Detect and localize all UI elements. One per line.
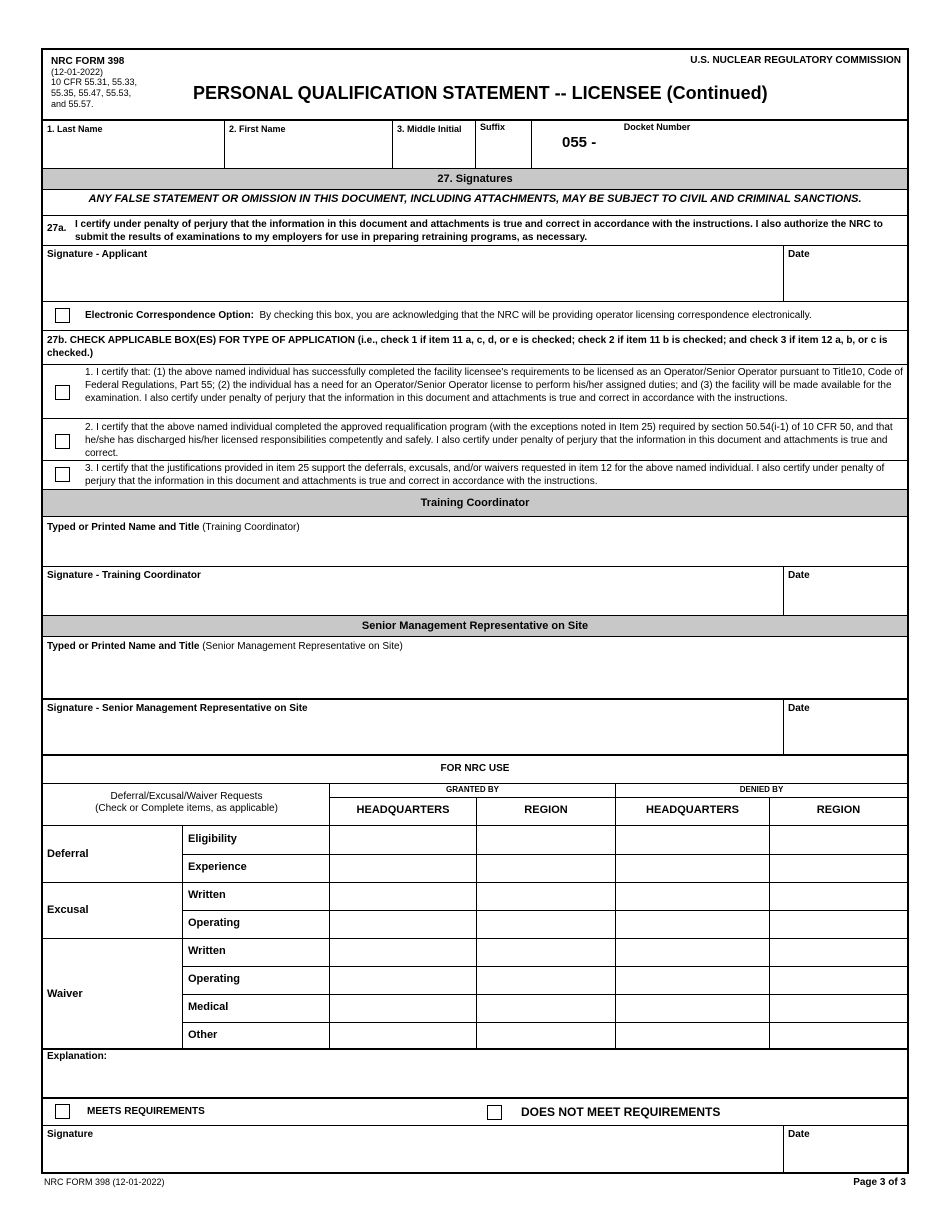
first-name-field[interactable]: [225, 121, 392, 168]
group-label-deferral: Deferral: [47, 848, 89, 860]
explanation-label: Explanation:: [47, 1051, 108, 1062]
option-1-checkbox[interactable]: [55, 385, 70, 400]
page-title: PERSONAL QUALIFICATION STATEMENT -- LICENSEE (Continued): [193, 83, 768, 103]
item-27b-instructions: 27b. CHECK APPLICABLE BOX(ES) FOR TYPE OF APPLICATION (i.e., check 1 if item 11 a, c, d, or e is checked; check 2 if item 11 b is checked; and check 3 if item 12 a, b, or c is checked.): [47, 335, 888, 359]
nrc-cell-waiver-medical-granted-hq[interactable]: [330, 994, 476, 1022]
training-date-field[interactable]: [784, 567, 907, 615]
option-1-text: 1. I certify that: (1) the above named individual has successfully completed the facility licensee's requirements to be licensed as an Operator/Senior Operator pursuant to Title10, Code of Federal Regulations, Part 55; (2) the individual has a need for an Operator/Senior Operator license to perform his/her assigned duties; and (3) the facility will be made available for the examination. I also certify under penalty of perjury that the information in this document and attachments is true and correct in accordance with the instructions.: [85, 367, 903, 404]
meets-requirements-checkbox[interactable]: [55, 1104, 70, 1119]
middle-initial-field[interactable]: [393, 121, 475, 168]
requests-title: Deferral/Excusal/Waiver Requests: [110, 791, 263, 802]
option-3-text: 3. I certify that the justifications provided in item 25 support the deferrals, excusals, and/or waivers requested in item 12 for the above named individual. I also certify under penalty of perjury that the information in this document and attachments is true and correct in accordance with the instructions.: [85, 463, 885, 487]
applicant-date-field[interactable]: [784, 246, 907, 301]
item-label-excusal-operating: Operating: [188, 917, 240, 929]
nrc-cell-waiver-other-granted-region[interactable]: [477, 1022, 615, 1050]
docket-prefix: 055 -: [562, 134, 597, 151]
nrc-cell-deferral-experience-granted-hq[interactable]: [330, 854, 476, 882]
denied-region-header: REGION: [816, 804, 861, 816]
item-label-waiver-written: Written: [188, 945, 226, 957]
option-2-checkbox[interactable]: [55, 434, 70, 449]
nrc-signature-field[interactable]: [43, 1126, 783, 1174]
nrc-cell-waiver-other-granted-hq[interactable]: [330, 1022, 476, 1050]
training-name-hint: (Training Coordinator): [202, 522, 300, 533]
nrc-cell-deferral-experience-denied-region[interactable]: [770, 854, 907, 882]
footer-form-id: NRC FORM 398 (12-01-2022): [44, 1177, 165, 1187]
nrc-cell-deferral-eligibility-denied-hq[interactable]: [616, 826, 769, 854]
senior-signature-field[interactable]: [43, 700, 783, 754]
footer-page-number: Page 3 of 3: [853, 1177, 906, 1188]
senior-name-hint: (Senior Management Representative on Site): [202, 641, 403, 652]
nrc-cell-deferral-eligibility-denied-region[interactable]: [770, 826, 907, 854]
meets-requirements-label: MEETS REQUIREMENTS: [87, 1106, 205, 1117]
group-label-waiver: Waiver: [47, 988, 83, 1000]
item-label-deferral-eligibility: Eligibility: [188, 833, 237, 845]
signature-applicant-field[interactable]: [43, 246, 783, 301]
granted-by-label: GRANTED BY: [446, 785, 499, 794]
nrc-cell-excusal-operating-denied-hq[interactable]: [616, 910, 769, 938]
granted-region-header: REGION: [524, 804, 568, 816]
nrc-cell-deferral-experience-granted-region[interactable]: [477, 854, 615, 882]
nrc-date-label: Date: [788, 1129, 810, 1140]
sanctions-warning: ANY FALSE STATEMENT OR OMISSION IN THIS DOCUMENT, INCLUDING ATTACHMENTS, MAY BE SUBJECT TO CIVIL AND CRIMINAL SANCTIONS.: [88, 193, 862, 205]
electronic-correspondence-text: [85, 309, 812, 322]
nrc-cell-deferral-eligibility-granted-region[interactable]: [477, 826, 615, 854]
requests-hint: (Check or Complete items, as applicable): [95, 803, 278, 814]
training-signature-label: Signature - Training Coordinator: [47, 570, 201, 581]
nrc-signature-label: Signature: [47, 1129, 94, 1140]
nrc-cell-excusal-operating-denied-region[interactable]: [770, 910, 907, 938]
item-27a-text: I certify under penalty of perjury that the information in this document and attachments is true and correct in accordance with the instructions. I also authorize the NRC to submit the results of examinations to my employers for use in preparing retraining programs, as necessary.: [75, 219, 883, 243]
nrc-date-field[interactable]: [784, 1126, 907, 1174]
nrc-cell-waiver-operating-granted-hq[interactable]: [330, 966, 476, 994]
item-label-deferral-experience: Experience: [188, 861, 247, 873]
nrc-cell-waiver-written-denied-hq[interactable]: [616, 938, 769, 966]
explanation-field[interactable]: [43, 1050, 907, 1098]
nrc-cell-excusal-operating-granted-hq[interactable]: [330, 910, 476, 938]
nrc-cell-excusal-written-denied-hq[interactable]: [616, 882, 769, 910]
first-name-label: 2. First Name: [229, 124, 286, 134]
cfr-line-1: 10 CFR 55.31, 55.33,: [51, 77, 138, 87]
agency-name: U.S. NUCLEAR REGULATORY COMMISSION: [690, 55, 901, 66]
nrc-cell-waiver-medical-granted-region[interactable]: [477, 994, 615, 1022]
nrc-cell-waiver-operating-denied-hq[interactable]: [616, 966, 769, 994]
nrc-cell-waiver-operating-denied-region[interactable]: [770, 966, 907, 994]
cfr-line-2: 55.35, 55.47, 55.53,: [51, 88, 132, 98]
docket-number-label: Docket Number: [623, 122, 691, 132]
group-label-excusal: Excusal: [47, 904, 89, 916]
nrc-cell-excusal-written-granted-region[interactable]: [477, 882, 615, 910]
suffix-label: Suffix: [480, 122, 506, 132]
training-name-field[interactable]: [43, 518, 907, 566]
nrc-cell-excusal-written-denied-region[interactable]: [770, 882, 907, 910]
training-signature-field[interactable]: [43, 567, 783, 615]
nrc-cell-deferral-eligibility-granted-hq[interactable]: [330, 826, 476, 854]
last-name-label: 1. Last Name: [47, 124, 103, 134]
suffix-field[interactable]: [476, 121, 531, 168]
cfr-line-3: and 55.57.: [51, 99, 94, 109]
item-label-waiver-medical: Medical: [188, 1001, 229, 1013]
nrc-cell-waiver-other-denied-region[interactable]: [770, 1022, 907, 1050]
nrc-use-header: FOR NRC USE: [440, 763, 510, 774]
middle-initial-label: 3. Middle Initial: [397, 124, 462, 134]
electronic-correspondence-label: Electronic Correspondence Option:: [85, 310, 254, 321]
docket-number-field[interactable]: [532, 121, 907, 168]
form-number: NRC FORM 398: [51, 56, 125, 67]
denied-by-label: DENIED BY: [739, 785, 784, 794]
item-label-waiver-operating: Operating: [188, 973, 240, 985]
form-frame: [41, 48, 909, 1174]
signature-applicant-label: Signature - Applicant: [47, 249, 148, 260]
training-coordinator-header: Training Coordinator: [43, 489, 907, 517]
granted-hq-header: HEADQUARTERS: [356, 804, 450, 816]
electronic-correspondence-desc: By checking this box, you are acknowledging that the NRC will be providing operator licensing correspondence electronically.: [259, 310, 812, 321]
nrc-cell-waiver-written-granted-hq[interactable]: [330, 938, 476, 966]
item-27a-label: 27a.: [47, 223, 67, 234]
senior-signature-label: Signature - Senior Management Representative on Site: [47, 703, 308, 714]
training-date-label: Date: [788, 570, 810, 581]
nrc-cell-waiver-medical-denied-hq[interactable]: [616, 994, 769, 1022]
denied-hq-header: HEADQUARTERS: [646, 804, 739, 816]
does-not-meet-checkbox[interactable]: [487, 1105, 502, 1120]
electronic-correspondence-checkbox[interactable]: [55, 308, 70, 323]
option-2-text: 2. I certify that the above named individual completed the approved requalification program (with the exceptions noted in Item 25) required by section 50.54(i-1) of 10 CFR 50, and that he/she has discharged his/her licensed responsibilities competently and safely. I also certify under penalty of perjury that the information in this document and attachments is true and correct.: [85, 422, 893, 459]
form-date: (12-01-2022): [51, 67, 104, 77]
nrc-cell-waiver-operating-granted-region[interactable]: [477, 966, 615, 994]
applicant-date-label: Date: [788, 249, 810, 260]
signatures-section-header: 27. Signatures: [43, 168, 907, 190]
option-3-checkbox[interactable]: [55, 467, 70, 482]
senior-management-header: Senior Management Representative on Site: [43, 615, 907, 637]
does-not-meet-label: DOES NOT MEET REQUIREMENTS: [521, 1105, 721, 1119]
senior-date-field[interactable]: [784, 700, 907, 754]
senior-name-field[interactable]: [43, 638, 907, 698]
nrc-cell-waiver-written-denied-region[interactable]: [770, 938, 907, 966]
nrc-cell-waiver-written-granted-region[interactable]: [477, 938, 615, 966]
nrc-cell-excusal-written-granted-hq[interactable]: [330, 882, 476, 910]
nrc-cell-waiver-other-denied-hq[interactable]: [616, 1022, 769, 1050]
requests-heading: [43, 791, 330, 815]
item-label-waiver-other: Other: [188, 1029, 218, 1041]
training-name-label: Typed or Printed Name and Title: [47, 522, 200, 533]
senior-date-label: Date: [788, 703, 810, 714]
nrc-cell-excusal-operating-granted-region[interactable]: [477, 910, 615, 938]
last-name-field[interactable]: [43, 121, 225, 168]
nrc-cell-deferral-experience-denied-hq[interactable]: [616, 854, 769, 882]
item-label-excusal-written: Written: [188, 889, 226, 901]
senior-name-label: Typed or Printed Name and Title: [47, 641, 200, 652]
nrc-cell-waiver-medical-denied-region[interactable]: [770, 994, 907, 1022]
